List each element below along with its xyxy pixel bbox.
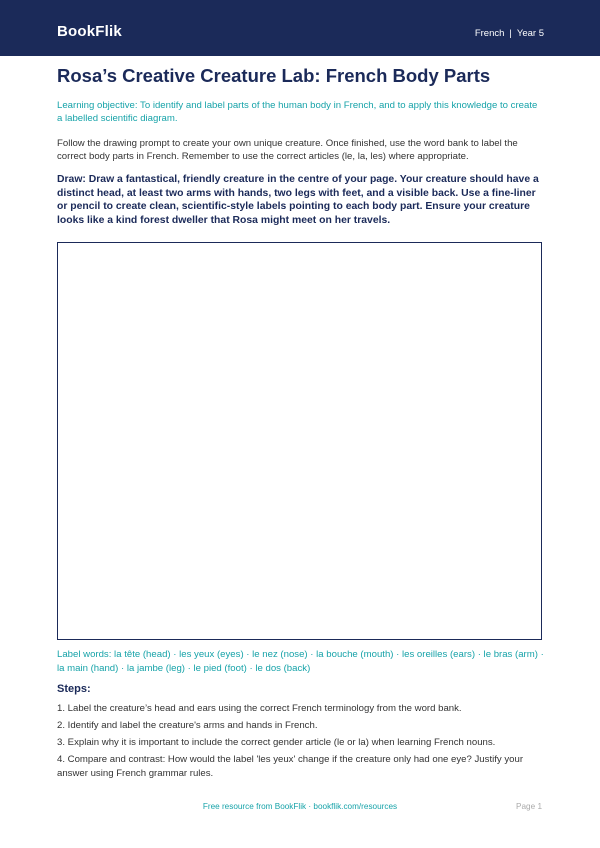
step-item: 4. Compare and contrast: How would the label 'les yeux' change if the creature only had one eye? Justify your answer using French grammar rules. xyxy=(57,754,524,779)
word-bank: Label words: la tête (head) · les yeux (eyes) · le nez (nose) · la bouche (mouth) · les oreilles (ears) · le bras (arm) · la main (hand) · la jambe (leg) · le pied (foot) · le dos (back) xyxy=(57,649,544,674)
draw-prompt: Draw: Draw a fantastical, friendly creature in the centre of your page. Your creature should have a distinct head, at least two arms with hands, two legs with feet, and a visible back. Use a fine-liner or pencil to create clean, scientific-style labels pointing to each body part. Ensure your creature looks like a kind forest dweller that Rosa might meet on her travels. xyxy=(57,174,539,226)
page-number: Page 1 xyxy=(516,802,542,811)
subject-year-label xyxy=(475,28,544,39)
steps-list xyxy=(57,702,547,784)
year-label: Year 5 xyxy=(516,28,544,39)
worksheet-title: Rosa’s Creative Creature Lab: French Body Parts xyxy=(57,65,491,86)
steps-heading: Steps: xyxy=(57,683,91,695)
drawing-area[interactable] xyxy=(57,242,542,640)
step-item: 2. Identify and label the creature's arms and hands in French. xyxy=(57,720,318,731)
subject-separator: | xyxy=(509,28,512,39)
step-item: 3. Explain why it is important to include the correct gender article (le or la) when learning French nouns. xyxy=(57,737,496,748)
instructions-text: Follow the drawing prompt to create your own unique creature. Once finished, use the word bank to label the correct body parts in French. Remember to use the correct articles (le, la, les) where appropriate. xyxy=(57,138,518,162)
step-item: 1. Label the creature’s head and ears using the correct French terminology from the word bank. xyxy=(57,703,462,714)
learning-objective: Learning objective: To identify and label parts of the human body in French, and to apply this knowledge to create a labelled scientific diagram. xyxy=(57,100,538,124)
footer-text: Free resource from BookFlik · bookflik.com/resources xyxy=(202,802,398,811)
header-bar xyxy=(0,0,600,56)
brand-logo: BookFlik xyxy=(57,23,122,40)
subject-label: French xyxy=(474,28,505,39)
